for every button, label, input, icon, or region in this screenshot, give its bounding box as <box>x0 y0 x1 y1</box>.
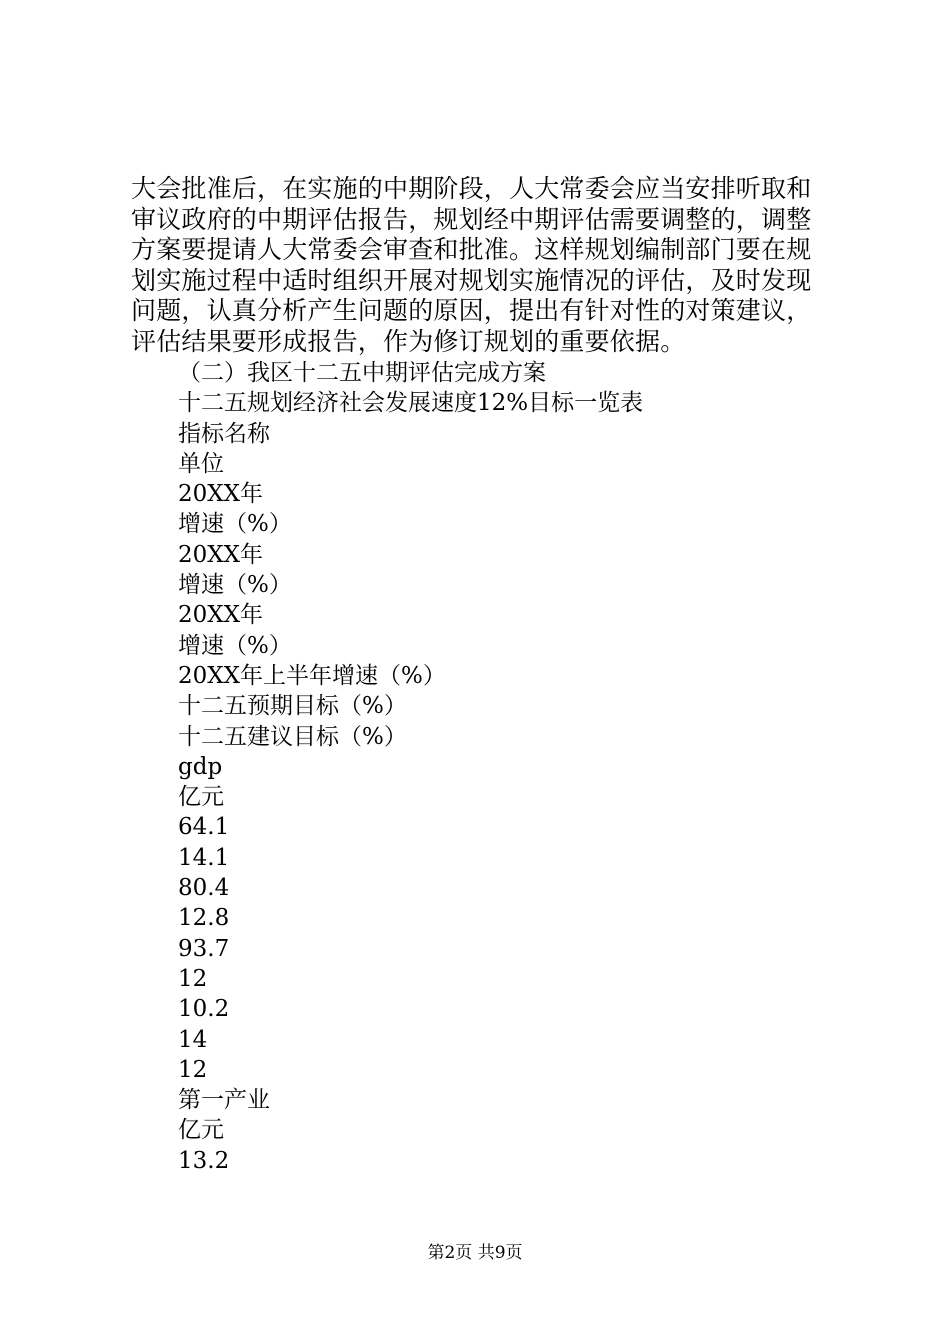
section-heading: （二）我区十二五中期评估完成方案 <box>178 360 546 386</box>
page-footer: 第2页 共9页 <box>427 1243 523 1263</box>
flattened-table <box>178 358 818 1176</box>
table-header-cell: 增速（%） <box>178 511 292 538</box>
table-cell-value: 64.1 <box>178 814 230 841</box>
table-header-cell: 20XX年上半年增速（%） <box>178 662 446 689</box>
paragraph-line: 大会批准后，在实施的中期阶段，人大常委会应当安排听取和 <box>131 174 812 203</box>
table-header-cell: 20XX年 <box>178 602 264 629</box>
table-cell-value: 12 <box>178 1056 208 1083</box>
table-cell-unit: 亿元 <box>178 784 224 811</box>
table-title: 十二五规划经济社会发展速度12%目标一览表 <box>178 390 644 417</box>
table-header-cell: 指标名称 <box>178 420 270 447</box>
table-cell-name: 第一产业 <box>178 1087 270 1114</box>
table-cell-value: 12.8 <box>178 905 230 932</box>
table-cell-value: 12 <box>178 965 208 992</box>
table-header-cell: 增速（%） <box>178 572 292 599</box>
paragraph-line: 方案要提请人大常委会审查和批准。这样规划编制部门要在规 <box>131 235 812 264</box>
paragraph-line: 划实施过程中适时组织开展对规划实施情况的评估，及时发现 <box>131 265 812 295</box>
table-header-cell: 20XX年 <box>178 481 264 508</box>
table-header-cell: 单位 <box>178 450 224 477</box>
table-header-cell: 十二五预期目标（%） <box>178 693 407 720</box>
table-cell-unit: 亿元 <box>178 1117 224 1144</box>
body-paragraph <box>131 174 831 357</box>
table-cell-value: 13.2 <box>178 1147 230 1174</box>
table-cell-value: 14.1 <box>178 844 230 871</box>
paragraph-line: 审议政府的中期评估报告，规划经中期评估需要调整的，调整 <box>131 204 812 234</box>
paragraph-line: 评估结果要形成报告，作为修订规划的重要依据。 <box>131 326 686 356</box>
table-header-cell: 增速（%） <box>178 632 292 659</box>
table-cell-value: 93.7 <box>178 935 230 962</box>
table-cell-value: 10.2 <box>178 996 230 1023</box>
table-header-cell: 十二五建议目标（%） <box>178 723 407 750</box>
paragraph-line: 问题，认真分析产生问题的原因，提出有针对性的对策建议， <box>131 296 812 325</box>
table-header-cell: 20XX年 <box>178 541 264 568</box>
table-cell-value: 80.4 <box>178 875 230 902</box>
table-cell-value: 14 <box>178 1026 208 1053</box>
table-cell-name: gdp <box>178 753 223 780</box>
